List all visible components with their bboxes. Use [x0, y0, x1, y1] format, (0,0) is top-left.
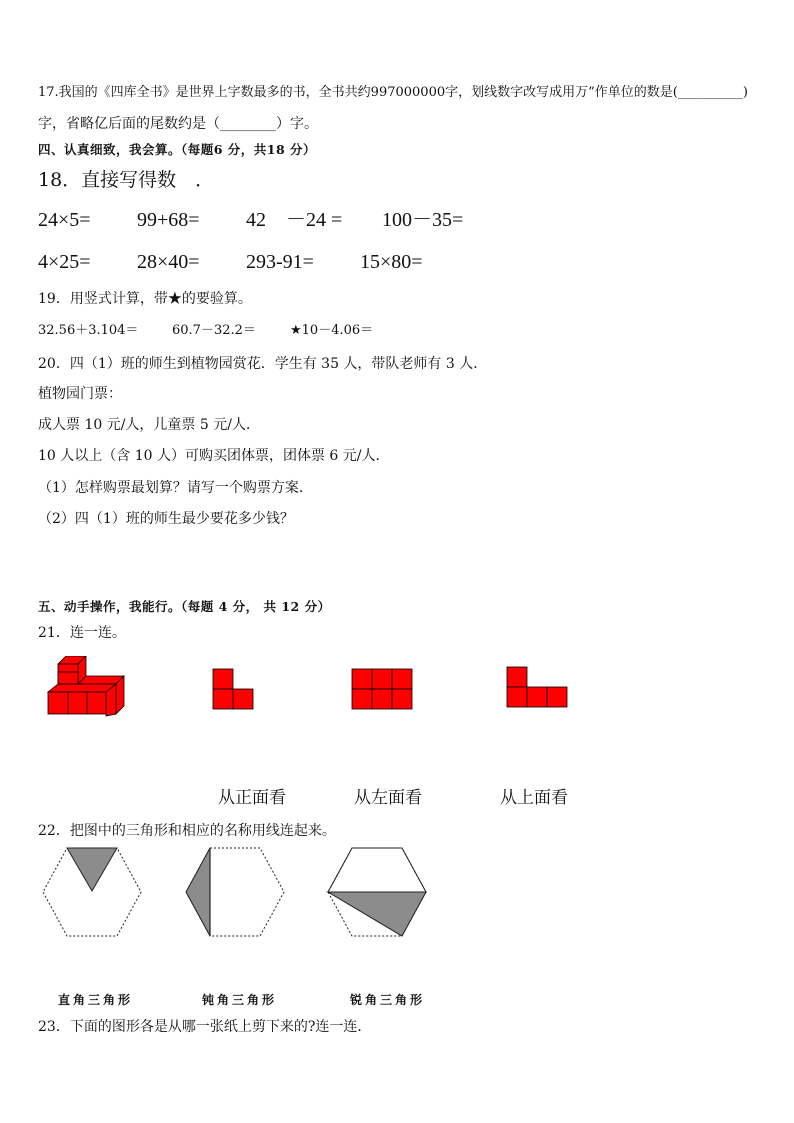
q20-sub2: （2）四（1）班的师生最少要花多少钱？ — [38, 511, 294, 527]
triangle-label-acute: 锐角三角形 — [350, 993, 426, 1007]
q17-line1: 17.我国的《四库全书》是世界上字数最多的书，全书共约997000000字，划线数字改写成用万”作单位的数是(__________) — [38, 85, 748, 100]
q18-r2-3: 293-91= — [246, 251, 314, 273]
q20-sub1: （1）怎样购票最划算？请写一个购票方案． — [38, 480, 313, 496]
q17-line2: 字，省略亿后面的尾数约是（________）字。 — [38, 116, 318, 132]
q18-r1-3: 42 －24 = — [246, 209, 343, 231]
view-label-front: 从正面看 — [218, 788, 286, 808]
q20-line3: 成人票 10 元/人，儿童票 5 元/人． — [38, 417, 260, 433]
triangle-label-right: 直角三角形 — [58, 993, 134, 1007]
view-label-top: 从上面看 — [500, 788, 568, 808]
cube-assembly-figure — [44, 656, 128, 718]
q18-r1-4: 100－35= — [382, 209, 464, 231]
view-label-left: 从左面看 — [354, 788, 422, 808]
q20-title: 20．四（1）班的师生到植物园赏花．学生有 35 人，带队老师有 3 人． — [38, 356, 488, 372]
view-shape-rectangle — [351, 668, 415, 712]
section5-heading: 五、动手操作，我能行。（每题 4 分， 共 12 分） — [38, 599, 331, 614]
q22-title: 22．把图中的三角形和相应的名称用线连起来。 — [38, 823, 336, 839]
q19-item-2: 60.7－32.2＝ — [172, 323, 256, 338]
q18-r2-4: 15×80= — [360, 251, 423, 273]
hexagon-acute-shaded — [40, 845, 144, 941]
q19-title: 19．用竖式计算，带★的要验算。 — [38, 291, 252, 307]
q18-r2-2: 28×40= — [137, 251, 200, 273]
q19-item-3: ★10－4.06＝ — [290, 323, 374, 338]
hexagon-obtuse-shaded — [183, 845, 287, 941]
view-shape-l-long — [506, 666, 570, 710]
q19-item-1: 32.56＋3.104＝ — [38, 323, 139, 338]
q18-r2-1: 4×25= — [38, 251, 91, 273]
q18-r1-2: 99+68= — [137, 209, 200, 231]
q18-r1-1: 24×5= — [38, 209, 91, 231]
view-shape-l-small — [212, 668, 256, 712]
section4-heading: 四、认真细致，我会算。（每题6 分，共18 分） — [38, 142, 317, 157]
triangle-label-obtuse: 钝角三角形 — [202, 993, 278, 1007]
q21-title: 21．连一连。 — [38, 625, 126, 641]
q20-line4: 10 人以上（含 10 人）可购买团体票，团体票 6 元/人． — [38, 448, 390, 464]
hexagon-right-shaded — [325, 845, 429, 941]
q23-title: 23．下面的图形各是从哪一张纸上剪下来的?连一连． — [38, 1019, 372, 1035]
q18-title: 18．直接写得数 ． — [38, 169, 215, 191]
q20-line2: 植物园门票： — [38, 386, 122, 402]
